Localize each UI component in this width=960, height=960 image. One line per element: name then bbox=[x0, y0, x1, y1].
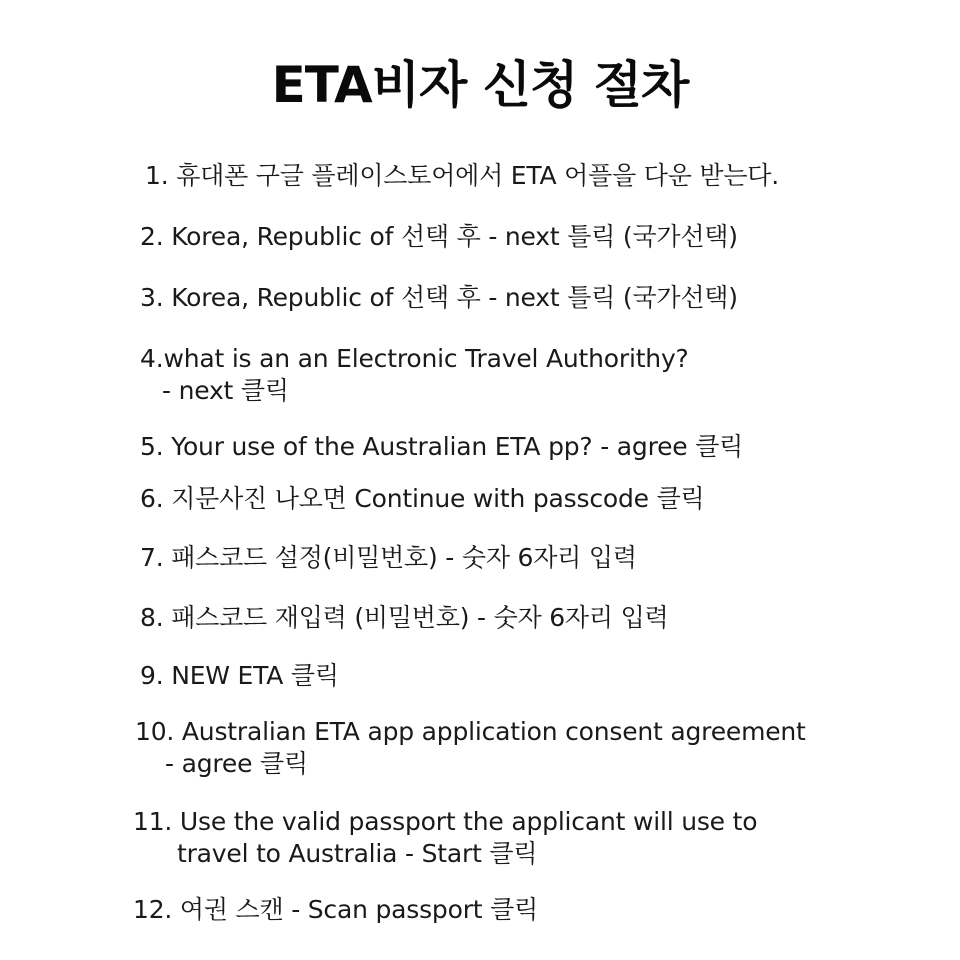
step-10 bbox=[135, 716, 806, 780]
step-text: 4.what is an an Electronic Travel Authorithy? bbox=[140, 344, 689, 373]
step-subtext: travel to Australia - Start 클릭 bbox=[177, 839, 538, 868]
step-text: 3. Korea, Republic of 선택 후 - next 틀릭 (국가선택) bbox=[140, 283, 738, 312]
step-text: 8. 패스코드 재입력 (비밀번호) - 숫자 6자리 입력 bbox=[140, 603, 669, 632]
step-text: 12. 여권 스캔 - Scan passport 클릭 bbox=[133, 895, 539, 924]
step-9 bbox=[140, 660, 339, 692]
step-text: 6. 지문사진 나오면 Continue with passcode 클릭 bbox=[140, 484, 705, 513]
step-2 bbox=[140, 221, 738, 253]
step-11 bbox=[133, 806, 757, 870]
step-8 bbox=[140, 602, 668, 634]
step-text: 5. Your use of the Australian ETA pp? - agree 클릭 bbox=[140, 432, 744, 461]
step-4 bbox=[140, 343, 689, 407]
step-subtext: - next 클릭 bbox=[162, 376, 289, 405]
step-text: 7. 패스코드 설정(비밀번호) - 숫자 6자리 입력 bbox=[140, 543, 637, 572]
step-5 bbox=[140, 431, 743, 463]
step-1 bbox=[145, 160, 779, 192]
step-12 bbox=[133, 894, 538, 926]
step-text: 11. Use the valid passport the applicant will use to bbox=[133, 807, 758, 836]
step-3 bbox=[140, 282, 738, 314]
step-text: 2. Korea, Republic of 선택 후 - next 틀릭 (국가선택) bbox=[140, 222, 738, 251]
step-6 bbox=[140, 483, 704, 515]
step-text: 9. NEW ETA 클릭 bbox=[140, 661, 339, 690]
step-subtext: - agree 클릭 bbox=[165, 749, 308, 778]
step-text: 1. 휴대폰 구글 플레이스토어에서 ETA 어플을 다운 받는다. bbox=[145, 161, 780, 190]
step-7 bbox=[140, 542, 637, 574]
page-title: ETA비자 신청 절차 bbox=[271, 56, 689, 114]
step-text: 10. Australian ETA app application consent agreement bbox=[135, 717, 806, 746]
